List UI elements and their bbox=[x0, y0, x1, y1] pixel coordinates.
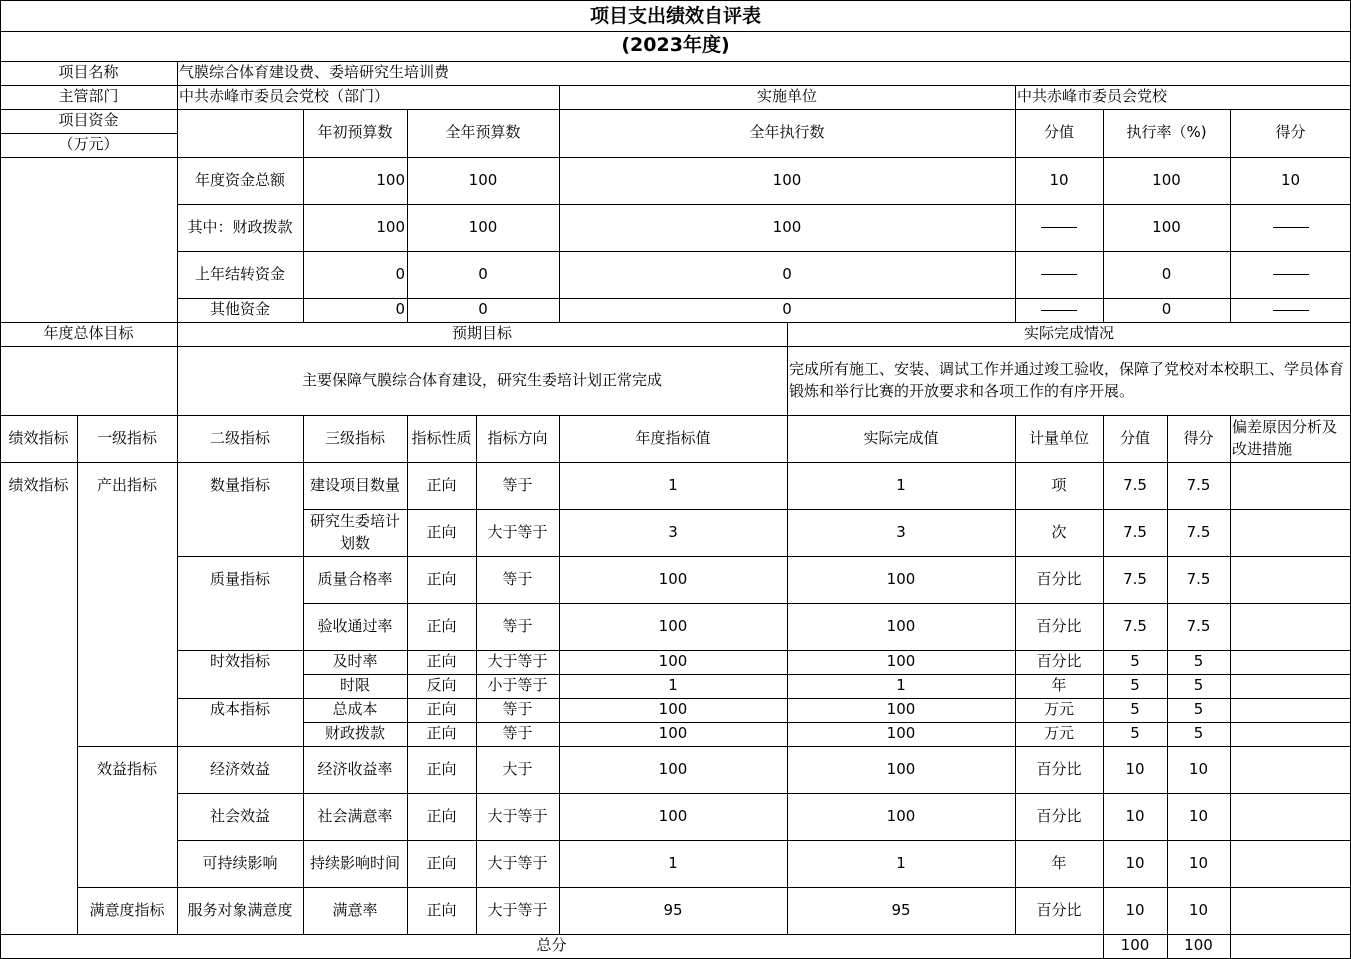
grid-line bbox=[0, 61, 1351, 62]
unit: 万元 bbox=[1043, 700, 1074, 719]
points: 10 bbox=[1125, 900, 1145, 919]
level2-indicator: 成本指标 bbox=[209, 700, 270, 719]
grid-line bbox=[0, 0, 1, 959]
level3-indicator: 时限 bbox=[339, 676, 370, 695]
funds-label-line2: （万元） bbox=[58, 135, 119, 154]
level2-indicator: 可持续影响 bbox=[202, 853, 278, 872]
level3-indicator: 财政拨款 bbox=[324, 724, 385, 743]
perf-indicator bbox=[0, 674, 77, 698]
grid-line bbox=[787, 322, 788, 416]
indicator-nature: 正向 bbox=[426, 652, 457, 671]
indicator-direction: 等于 bbox=[502, 569, 533, 588]
actual-value: 100 bbox=[886, 724, 916, 743]
level1-indicator bbox=[77, 698, 177, 722]
level3-indicator: 满意率 bbox=[332, 900, 378, 919]
actual-value: 1 bbox=[896, 676, 906, 695]
level1-indicator bbox=[77, 509, 177, 556]
deviation-analysis bbox=[1230, 793, 1351, 840]
grid-line bbox=[303, 109, 304, 323]
target-value: 100 bbox=[658, 700, 688, 719]
grid-line bbox=[407, 109, 408, 323]
perf-indicator bbox=[0, 698, 77, 722]
actual-value: 100 bbox=[886, 569, 916, 588]
header-initial-budget: 年初预算数 bbox=[317, 123, 393, 142]
level1-indicator bbox=[77, 793, 177, 840]
target-value-header: 年度指标值 bbox=[635, 428, 711, 447]
perf-indicator bbox=[0, 746, 77, 793]
total-points: 100 bbox=[1120, 936, 1150, 955]
indicator-direction: 大于等于 bbox=[487, 853, 548, 872]
deviation-analysis bbox=[1230, 674, 1351, 698]
level3-indicator: 持续影响时间 bbox=[309, 853, 400, 872]
dept-value: 中共赤峰市委员会党校（部门） bbox=[179, 87, 390, 106]
level2-indicator: 经济效益 bbox=[209, 759, 270, 778]
level2-indicator: 质量指标 bbox=[209, 569, 270, 588]
score: 5 bbox=[1193, 724, 1204, 743]
header-execution-rate: 执行率（%) bbox=[1126, 123, 1207, 142]
dash-placeholder bbox=[1273, 227, 1309, 228]
funds-initial-budget: 0 bbox=[395, 300, 405, 319]
deviation-analysis bbox=[1230, 556, 1351, 603]
indicator-direction: 小于等于 bbox=[487, 676, 548, 695]
level3-header: 三级指标 bbox=[324, 428, 385, 447]
project-name-label: 项目名称 bbox=[58, 63, 119, 82]
points: 10 bbox=[1125, 759, 1145, 778]
grid-line bbox=[0, 85, 1351, 86]
grid-line bbox=[1167, 934, 1168, 959]
unit: 百分比 bbox=[1036, 759, 1082, 778]
indicator-direction: 等于 bbox=[502, 475, 533, 494]
score: 10 bbox=[1188, 806, 1209, 825]
perf-indicator bbox=[0, 509, 77, 556]
grid-line bbox=[559, 85, 560, 110]
level2-header: 二级指标 bbox=[209, 428, 270, 447]
indicator-direction: 等于 bbox=[502, 724, 533, 743]
grid-line bbox=[1103, 415, 1104, 935]
dash-placeholder bbox=[1273, 310, 1309, 311]
level3-indicator: 建设项目数量 bbox=[309, 475, 400, 494]
unit: 次 bbox=[1051, 522, 1067, 541]
indicator-nature: 正向 bbox=[426, 700, 457, 719]
actual-value: 100 bbox=[886, 652, 916, 671]
indicator-nature: 正向 bbox=[426, 806, 457, 825]
impl-unit-label: 实施单位 bbox=[756, 87, 817, 106]
funds-row-label: 年度资金总额 bbox=[194, 170, 285, 189]
score-header: 得分 bbox=[1183, 428, 1214, 447]
level1-indicator bbox=[77, 603, 177, 650]
perf-indicator-header: 绩效指标 bbox=[8, 428, 69, 447]
dash-placeholder bbox=[1041, 310, 1077, 311]
unit: 百分比 bbox=[1036, 806, 1082, 825]
grid-line bbox=[0, 462, 1351, 463]
grid-line bbox=[787, 415, 788, 935]
level3-indicator: 经济收益率 bbox=[317, 759, 393, 778]
grid-line bbox=[0, 109, 1351, 110]
perf-indicator bbox=[0, 887, 77, 934]
funds-score: 10 bbox=[1280, 170, 1301, 189]
level3-indicator: 总成本 bbox=[332, 700, 378, 719]
indicator-direction: 大于等于 bbox=[487, 900, 548, 919]
level1-indicator bbox=[77, 722, 177, 746]
actual-goal-text: 完成所有施工、安装、调试工作并通过竣工验收，保障了党校对本校职工、学员体育锻炼和举行比赛的开放要求和各项工作的有序开展。 bbox=[789, 359, 1345, 400]
level3-indicator: 社会满意率 bbox=[317, 806, 393, 825]
deviation-analysis bbox=[1230, 746, 1351, 793]
level2-indicator bbox=[177, 674, 303, 698]
points: 7.5 bbox=[1123, 522, 1147, 541]
points-header: 分值 bbox=[1119, 428, 1150, 447]
funds-annual-budget: 0 bbox=[478, 264, 488, 283]
funds-execution-rate: 100 bbox=[1152, 170, 1181, 189]
deviation-analysis bbox=[1230, 840, 1351, 887]
score: 5 bbox=[1193, 676, 1204, 695]
grid-line bbox=[559, 109, 560, 323]
header-annual-executed: 全年执行数 bbox=[749, 123, 825, 142]
funds-score bbox=[1230, 251, 1351, 298]
level2-indicator: 数量指标 bbox=[209, 475, 270, 494]
grid-line bbox=[177, 109, 178, 323]
level2-indicator bbox=[177, 722, 303, 746]
funds-score-value bbox=[1015, 298, 1103, 322]
actual-value: 95 bbox=[891, 900, 911, 919]
dash-placeholder bbox=[1041, 227, 1077, 228]
total-score: 100 bbox=[1184, 936, 1213, 955]
table-title: 项目支出绩效自评表 bbox=[589, 5, 761, 28]
level2-indicator: 服务对象满意度 bbox=[187, 900, 293, 919]
target-value: 1 bbox=[668, 853, 678, 872]
grid-line bbox=[1167, 415, 1168, 935]
score: 5 bbox=[1193, 700, 1204, 719]
indicator-nature: 正向 bbox=[426, 475, 457, 494]
level1-indicator: 效益指标 bbox=[96, 759, 157, 778]
indicator-nature: 正向 bbox=[426, 522, 457, 541]
grid-line bbox=[177, 698, 1351, 699]
unit: 年 bbox=[1051, 853, 1067, 872]
points: 5 bbox=[1130, 700, 1140, 719]
deviation-analysis-header: 偏差原因分析及改进措施 bbox=[1232, 417, 1338, 458]
grid-line bbox=[177, 556, 1351, 557]
actual-value: 100 bbox=[886, 806, 916, 825]
unit: 百分比 bbox=[1036, 900, 1082, 919]
grid-line bbox=[177, 840, 1351, 841]
expected-goal-text: 主要保障气膜综合体育建设，研究生委培计划正常完成 bbox=[301, 370, 662, 389]
points: 5 bbox=[1130, 652, 1140, 671]
funds-executed: 0 bbox=[782, 264, 792, 283]
grid-line bbox=[1230, 109, 1231, 323]
funds-executed: 100 bbox=[772, 170, 802, 189]
funds-executed: 100 bbox=[772, 217, 802, 236]
score: 5 bbox=[1193, 652, 1204, 671]
grid-line bbox=[1015, 109, 1016, 323]
unit-header: 计量单位 bbox=[1028, 428, 1089, 447]
funds-annual-budget: 0 bbox=[478, 300, 488, 319]
indicator-nature: 反向 bbox=[426, 676, 457, 695]
score: 7.5 bbox=[1186, 569, 1211, 588]
unit: 年 bbox=[1051, 676, 1067, 695]
dept-label: 主管部门 bbox=[58, 87, 119, 106]
table-subtitle: (2023年度) bbox=[621, 34, 730, 57]
score: 10 bbox=[1188, 759, 1209, 778]
grid-line bbox=[303, 415, 304, 935]
grid-line bbox=[476, 415, 477, 935]
grid-line bbox=[177, 793, 1351, 794]
target-value: 1 bbox=[668, 475, 678, 494]
grid-line bbox=[177, 251, 1351, 252]
score: 7.5 bbox=[1186, 616, 1211, 635]
target-value: 1 bbox=[668, 676, 678, 695]
score: 10 bbox=[1188, 900, 1209, 919]
score: 7.5 bbox=[1186, 522, 1211, 541]
deviation-analysis bbox=[1230, 722, 1351, 746]
grid-line bbox=[1103, 109, 1104, 323]
score: 10 bbox=[1188, 853, 1209, 872]
deviation-analysis bbox=[1230, 509, 1351, 556]
grid-line bbox=[0, 157, 1351, 158]
level1-indicator bbox=[77, 674, 177, 698]
grid-line bbox=[303, 603, 1351, 604]
nature-header: 指标性质 bbox=[411, 428, 472, 447]
perf-indicator bbox=[0, 650, 77, 674]
indicator-nature: 正向 bbox=[426, 759, 457, 778]
actual-goal-header: 实际完成情况 bbox=[1023, 324, 1114, 343]
grid-line bbox=[0, 133, 178, 134]
unit: 百分比 bbox=[1036, 652, 1082, 671]
funds-score-value bbox=[1015, 204, 1103, 251]
level2-indicator bbox=[177, 603, 303, 650]
indicator-nature: 正向 bbox=[426, 616, 457, 635]
grid-line bbox=[0, 322, 1351, 323]
grid-line bbox=[177, 415, 178, 935]
target-value: 100 bbox=[658, 759, 688, 778]
perf-indicator bbox=[0, 840, 77, 887]
grid-line bbox=[0, 346, 1351, 347]
unit: 项 bbox=[1051, 475, 1067, 494]
indicator-direction: 等于 bbox=[502, 616, 533, 635]
funds-score bbox=[1230, 204, 1351, 251]
dash-placeholder bbox=[1273, 274, 1309, 275]
unit: 百分比 bbox=[1036, 616, 1082, 635]
indicator-direction: 大于 bbox=[502, 759, 533, 778]
unit: 百分比 bbox=[1036, 569, 1082, 588]
grid-line bbox=[303, 722, 1351, 723]
grid-line bbox=[77, 887, 1351, 888]
deviation-analysis bbox=[1230, 887, 1351, 934]
indicator-direction: 等于 bbox=[502, 700, 533, 719]
grid-line bbox=[77, 746, 1351, 747]
indicator-direction: 大于等于 bbox=[487, 806, 548, 825]
funds-annual-budget: 100 bbox=[468, 170, 498, 189]
header-score-value: 分值 bbox=[1043, 123, 1074, 142]
perf-indicator bbox=[0, 603, 77, 650]
target-value: 100 bbox=[658, 724, 688, 743]
funds-row-label: 其中：财政拨款 bbox=[187, 217, 293, 236]
grid-line bbox=[1230, 934, 1231, 959]
dash-placeholder bbox=[1041, 274, 1077, 275]
target-value: 100 bbox=[658, 652, 688, 671]
impl-unit-value: 中共赤峰市委员会党校 bbox=[1017, 87, 1168, 106]
funds-execution-rate: 100 bbox=[1152, 217, 1181, 236]
level1-header: 一级指标 bbox=[96, 428, 157, 447]
annual-goal-label: 年度总体目标 bbox=[43, 324, 134, 343]
target-value: 95 bbox=[663, 900, 683, 919]
actual-value: 3 bbox=[896, 522, 906, 541]
header-score: 得分 bbox=[1275, 123, 1306, 142]
level3-indicator: 质量合格率 bbox=[317, 569, 393, 588]
level3-indicator: 研究生委培计划数 bbox=[309, 511, 400, 552]
grid-line bbox=[1230, 415, 1231, 935]
funds-annual-budget: 100 bbox=[468, 217, 498, 236]
funds-initial-budget: 0 bbox=[395, 264, 405, 283]
indicator-direction: 大于等于 bbox=[487, 522, 548, 541]
indicator-nature: 正向 bbox=[426, 900, 457, 919]
grid-line bbox=[0, 415, 1351, 416]
unit: 万元 bbox=[1043, 724, 1074, 743]
indicator-nature: 正向 bbox=[426, 724, 457, 743]
actual-value: 1 bbox=[896, 475, 906, 494]
level1-indicator bbox=[77, 650, 177, 674]
grid-line bbox=[303, 674, 1351, 675]
grid-line bbox=[0, 31, 1351, 32]
funds-score-value: 10 bbox=[1049, 170, 1069, 189]
expected-goal-header: 预期目标 bbox=[451, 324, 512, 343]
perf-indicator bbox=[0, 722, 77, 746]
perf-indicator bbox=[0, 793, 77, 840]
level1-indicator bbox=[77, 840, 177, 887]
grid-line bbox=[177, 204, 1351, 205]
direction-header: 指标方向 bbox=[487, 428, 548, 447]
actual-value: 100 bbox=[886, 759, 916, 778]
indicator-nature: 正向 bbox=[426, 853, 457, 872]
grid-line bbox=[303, 509, 1351, 510]
points: 7.5 bbox=[1123, 569, 1147, 588]
funds-score bbox=[1230, 298, 1351, 322]
project-name-value: 气膜综合体育建设费、委培研究生培训费 bbox=[179, 63, 450, 82]
grid-line bbox=[177, 650, 1351, 651]
funds-row-label: 其他资金 bbox=[209, 300, 270, 319]
score: 7.5 bbox=[1186, 475, 1211, 494]
deviation-analysis bbox=[1230, 650, 1351, 674]
grid-line bbox=[1015, 85, 1016, 110]
funds-initial-budget: 100 bbox=[376, 217, 405, 236]
grid-line bbox=[1103, 934, 1104, 959]
funds-execution-rate: 0 bbox=[1161, 264, 1172, 283]
target-value: 100 bbox=[658, 806, 688, 825]
funds-executed: 0 bbox=[782, 300, 792, 319]
level1-indicator: 满意度指标 bbox=[89, 900, 165, 919]
grid-line bbox=[1015, 415, 1016, 935]
grid-line bbox=[177, 298, 1351, 299]
total-label: 总分 bbox=[536, 936, 567, 955]
grid-line bbox=[177, 61, 178, 110]
grid-line bbox=[407, 415, 408, 935]
indicator-direction: 大于等于 bbox=[487, 652, 548, 671]
grid-line bbox=[177, 322, 178, 416]
deviation-analysis bbox=[1230, 462, 1351, 509]
actual-value: 1 bbox=[896, 853, 906, 872]
grid-line bbox=[77, 415, 78, 935]
level2-indicator: 时效指标 bbox=[209, 652, 270, 671]
funds-label-line1: 项目资金 bbox=[58, 111, 119, 130]
level3-indicator: 验收通过率 bbox=[317, 616, 393, 635]
funds-score-value bbox=[1015, 251, 1103, 298]
deviation-analysis bbox=[1230, 603, 1351, 650]
level1-indicator: 产出指标 bbox=[96, 475, 157, 494]
indicator-nature: 正向 bbox=[426, 569, 457, 588]
funds-row-label: 上年结转资金 bbox=[194, 264, 285, 283]
level2-indicator bbox=[177, 509, 303, 556]
level1-indicator bbox=[77, 556, 177, 603]
points: 5 bbox=[1130, 724, 1140, 743]
points: 7.5 bbox=[1123, 616, 1147, 635]
deviation-analysis bbox=[1230, 698, 1351, 722]
points: 5 bbox=[1130, 676, 1140, 695]
actual-value: 100 bbox=[886, 616, 916, 635]
points: 7.5 bbox=[1123, 475, 1147, 494]
actual-value-header: 实际完成值 bbox=[863, 428, 939, 447]
grid-line bbox=[0, 0, 1351, 1]
target-value: 100 bbox=[658, 569, 688, 588]
target-value: 100 bbox=[658, 616, 688, 635]
level2-indicator: 社会效益 bbox=[209, 806, 270, 825]
points: 10 bbox=[1125, 806, 1145, 825]
target-value: 3 bbox=[668, 522, 678, 541]
funds-initial-budget: 100 bbox=[376, 170, 405, 189]
header-annual-budget: 全年预算数 bbox=[445, 123, 521, 142]
perf-indicator bbox=[0, 556, 77, 603]
points: 10 bbox=[1125, 853, 1145, 872]
grid-line bbox=[559, 415, 560, 935]
grid-line bbox=[0, 934, 1351, 935]
actual-value: 100 bbox=[886, 700, 916, 719]
perf-indicator: 绩效指标 bbox=[8, 475, 69, 494]
level3-indicator: 及时率 bbox=[332, 652, 378, 671]
funds-execution-rate: 0 bbox=[1161, 300, 1172, 319]
